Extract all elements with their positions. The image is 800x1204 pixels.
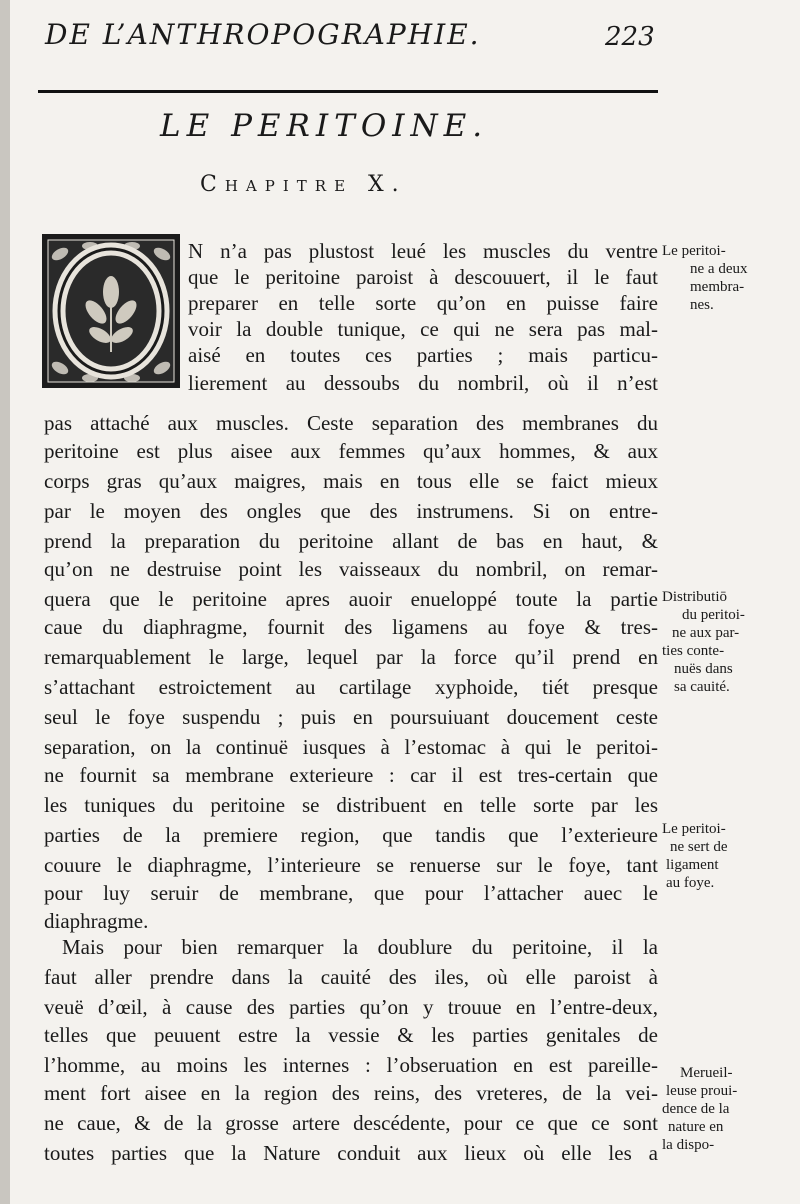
- body-line-12: qu’on ne destruise point les vaisseaux du nombril, on remar-: [44, 557, 658, 581]
- margin-note-3: [662, 820, 800, 892]
- body-line-14: caue du diaphragme, fournit des ligamens au foye & tres-: [44, 615, 658, 639]
- margin-note-line: Merueil-: [680, 1065, 733, 1081]
- margin-note-2: [662, 588, 800, 696]
- running-title: DE L’ANTHROPOGRAPHIE.: [45, 18, 481, 51]
- body-line-21: parties de la premiere region, que tandis que l’exterieure: [44, 823, 658, 847]
- body-line-16: s’attachant estroictement au cartilage xyphoide, tiét presque: [44, 675, 658, 699]
- margin-note-line: nature en: [668, 1119, 724, 1135]
- margin-note-line: nes.: [690, 297, 714, 313]
- body-line-11: prend la preparation du peritoine allant de bas en haut, &: [44, 529, 658, 553]
- body-line-30: ment fort aisee en la region des reins, des vreteres, de la vei-: [44, 1081, 658, 1105]
- body-line-18: separation, on la continuë iusques à l’estomac à qui le peritoi-: [44, 735, 658, 759]
- margin-note-line: membra-: [690, 279, 745, 295]
- margin-note-4: [662, 1064, 800, 1154]
- body-line-25: Mais pour bien remarquer la doublure du peritoine, il la: [62, 935, 658, 959]
- body-line-5: aisé en toutes ces parties ; mais particu-: [188, 343, 658, 367]
- margin-note-line: dence de la: [662, 1101, 730, 1117]
- body-line-1: N n’a pas plustost leué les muscles du ventre: [188, 239, 658, 263]
- body-line-13: quera que le peritoine apres auoir enueloppé toute la partie: [44, 587, 658, 611]
- body-line-10: par le moyen des ongles que des instrumens. Si on entre-: [44, 499, 658, 523]
- header-rule: [38, 90, 658, 93]
- body-line-23: pour luy seruir de membrane, que pour l’attacher auec le: [44, 881, 658, 905]
- body-line-6: lierement au dessoubs du nombril, où il n’est: [188, 371, 658, 395]
- body-line-28: telles que peuuent estre la vessie & les parties genitales de: [44, 1023, 658, 1047]
- body-line-8: peritoine est plus aisee aux femmes qu’aux hommes, & aux: [44, 439, 658, 463]
- margin-note-line: ligament: [666, 857, 719, 873]
- chapter-heading: Chapitre X.: [200, 172, 407, 197]
- margin-note-line: Distributiō: [662, 589, 728, 605]
- body-line-22: couure le diaphragme, l’interieure se renuerse sur le foye, tant: [44, 853, 658, 877]
- margin-note-line: la dispo-: [662, 1137, 715, 1153]
- margin-note-line: sa cauité.: [674, 679, 730, 695]
- margin-note-line: leuse proui-: [666, 1083, 738, 1099]
- margin-note-line: ne sert de: [670, 839, 728, 855]
- body-line-2: que le peritoine paroist à descouuert, il le faut: [188, 265, 658, 289]
- margin-note-line: nuës dans: [674, 661, 733, 677]
- body-line-9: corps gras qu’aux maigres, mais en tous elle se faict mieux: [44, 469, 658, 493]
- margin-note-line: du peritoi-: [682, 607, 745, 623]
- body-line-4: voir la double tunique, ce qui ne sera pas mal-: [188, 317, 658, 341]
- margin-note-1: [662, 242, 800, 314]
- body-line-7: pas attaché aux muscles. Ceste separation des membranes du: [44, 411, 658, 435]
- body-line-17: seul le foye suspendu ; puis en poursuiuant doucement ceste: [44, 705, 658, 729]
- body-line-19: ne fournit sa membrane exterieure : car il est tres-certain que: [44, 763, 658, 787]
- body-line-24: diaphragme.: [44, 909, 149, 933]
- body-line-20: les tuniques du peritoine se distribuent en telle sorte par les: [44, 793, 658, 817]
- page-number: 223: [605, 22, 655, 52]
- body-line-29: l’homme, au moins les internes : l’obseruation en est pareille-: [44, 1053, 658, 1077]
- page-edge-shadow: [0, 0, 10, 1204]
- margin-note-line: Le peritoi-: [662, 243, 726, 259]
- body-line-32: toutes parties que la Nature conduit aux lieux où elle les a: [44, 1141, 658, 1165]
- margin-note-line: Le peritoi-: [662, 821, 726, 837]
- body-line-15: remarquablement le large, lequel par la force qu’il prend en: [44, 645, 658, 669]
- body-line-31: ne caue, & de la grosse artere descédente, pour ce que ce sont: [44, 1111, 658, 1135]
- section-title: LE PERITOINE.: [160, 108, 489, 144]
- body-line-27: veuë d’œil, à cause des parties qu’on y trouue en l’entre-deux,: [44, 995, 658, 1019]
- margin-note-line: ne a deux: [690, 261, 748, 277]
- margin-note-line: ties conte-: [662, 643, 725, 659]
- body-line-3: preparer en telle sorte qu’on en puisse faire: [188, 291, 658, 315]
- ornamental-initial: [40, 232, 182, 390]
- margin-note-line: ne aux par-: [672, 625, 740, 641]
- body-line-26: faut aller prendre dans la cauité des iles, où elle paroist à: [44, 965, 658, 989]
- margin-note-line: au foye.: [666, 875, 715, 891]
